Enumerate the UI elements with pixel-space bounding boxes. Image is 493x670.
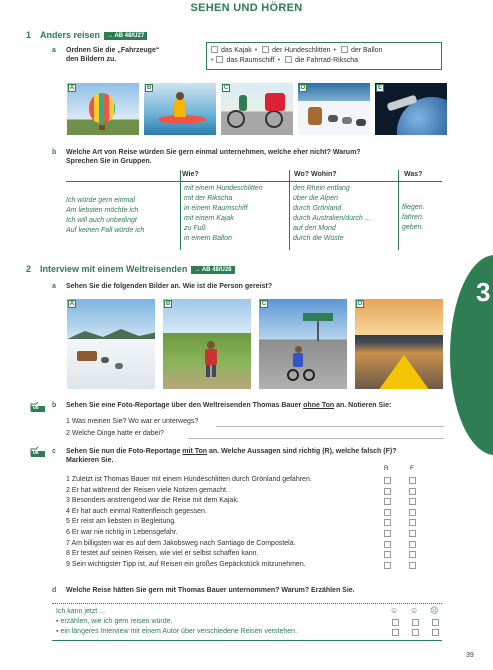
statement-row (66, 528, 446, 539)
f-checkbox[interactable] (409, 541, 416, 548)
section1-number: 1 (26, 30, 32, 40)
col-divider (398, 170, 399, 250)
word-item: das Raumschiff (226, 57, 275, 64)
table-header (66, 170, 442, 182)
statement-row (66, 496, 446, 507)
section1-title (26, 30, 147, 40)
question-text: 2 Welche Dinge hatte er dabei? (66, 430, 164, 437)
r-checkbox[interactable] (384, 488, 391, 495)
col-divider (180, 170, 181, 250)
task1a (52, 46, 159, 64)
starters-list (66, 196, 144, 236)
task2b-text: Sehen Sie eine Foto-Reportage über den Weltreisenden Thomas Bauer (66, 402, 304, 409)
starter-item: Ich würde gern einmal (66, 197, 135, 204)
chapter-number: 3 (476, 277, 491, 307)
task1b (52, 148, 361, 166)
cd-number: 08 (33, 450, 39, 456)
col-wo: Wo? Wohin? (294, 171, 337, 178)
photo-label: B (165, 301, 171, 307)
wie-item: in einem Raumschiff (184, 205, 248, 212)
photo-2c-cyclist (258, 298, 348, 390)
self-check-box[interactable] (412, 619, 419, 626)
statement-text: 3 Besonders anstrengend war die Reise mit dem Kajak. (66, 497, 239, 505)
can-do-title: Ich kann jetzt ... (56, 608, 106, 615)
starter-item: Am liebsten möchte ich (66, 207, 139, 214)
photo-1a-balloon (66, 82, 140, 136)
photo-1b-kayak (143, 82, 217, 136)
statement-row (66, 539, 446, 550)
word-box: das Kajak • der Hundeschlitten • der Ballon • das Raumschiff • die Fahrrad-Rikscha (206, 42, 442, 70)
wie-item: in einem Ballon (184, 235, 232, 242)
section1-heading: Anders reisen (40, 30, 101, 40)
was-item: fahren. (402, 214, 424, 221)
task2c-text-end: an. Welche Aussagen sind richtig (R), welche falsch (F)? (207, 448, 397, 455)
statement-row (66, 549, 446, 560)
r-checkbox[interactable] (384, 530, 391, 537)
wie-list (184, 184, 263, 244)
wo-item: auf den Mond (293, 225, 336, 232)
can-do-item-1: ▪ erzählen, wie ich gern reisen würde. (56, 618, 173, 625)
task1a-letter: a (52, 47, 56, 54)
task2d-text: Welche Reise hätten Sie gern mit Thomas Bauer unternommen? Warum? Erzählen Sie. (66, 587, 355, 594)
wie-item: zu Fuß (184, 225, 206, 232)
task2c-text2: Markieren Sie. (66, 457, 114, 464)
task2c-text: Sehen Sie nun die Foto-Reportage (66, 448, 183, 455)
answer-line[interactable] (188, 438, 444, 439)
answer-line[interactable] (216, 426, 444, 427)
f-checkbox[interactable] (409, 498, 416, 505)
wo-item: durch Australien/durch ... (293, 215, 371, 222)
can-do-text: erzählen, wie ich gern reisen würde. (60, 618, 173, 625)
task2c (52, 447, 397, 465)
wie-item: mit einem Hundeschlitten (184, 185, 263, 192)
photo-label: E (377, 85, 382, 91)
wo-item: durch Grönland (293, 205, 342, 212)
word-item: der Ballon (350, 47, 383, 54)
self-check-box[interactable] (392, 629, 399, 636)
statement-row (66, 475, 446, 486)
word-checkbox[interactable] (211, 46, 218, 53)
word-checkbox[interactable] (285, 56, 292, 63)
task2a-letter: a (52, 283, 56, 290)
wo-item: durch die Wüste (293, 235, 344, 242)
f-checkbox[interactable] (409, 488, 416, 495)
task2b-letter: b (52, 402, 57, 409)
task2d-letter: d (52, 587, 57, 594)
f-header: F (410, 465, 414, 472)
photo-label: B (146, 85, 152, 91)
photo-label: C (223, 85, 229, 91)
section1-ab-ref[interactable]: → AB 48/Ü27 (104, 32, 147, 40)
photo-label: C (261, 301, 267, 307)
wo-item: über die Alpen (293, 195, 338, 202)
col-wie: Wie? (182, 171, 199, 178)
task2b-q2 (66, 429, 444, 441)
statement-row (66, 486, 446, 497)
task2b-q1 (66, 417, 444, 429)
statement-row (66, 507, 446, 518)
wie-item: mit einem Kajak (184, 215, 234, 222)
word-checkbox[interactable] (262, 46, 269, 53)
was-item: fliegen. (402, 204, 425, 211)
task2a-text: Sehen Sie die folgenden Bilder an. Wie ist die Person gereist? (66, 283, 273, 290)
statement-text: 8 Er testet auf seinen Reisen, wie viel er selbst schaffen kann. (66, 550, 259, 558)
f-checkbox[interactable] (409, 530, 416, 537)
statement-row (66, 560, 446, 571)
task2d (52, 586, 355, 595)
task2c-underline: mit Ton (182, 448, 208, 455)
wie-item: mit der Rikscha (184, 195, 233, 202)
word-item: der Hundeschlitten (272, 47, 331, 54)
word-checkbox[interactable] (216, 56, 223, 63)
r-checkbox[interactable] (384, 541, 391, 548)
photo-label: A (69, 301, 75, 307)
task1a-text1: Ordnen Sie die „Fahrzeuge“ (66, 47, 160, 54)
photo-1d-dogsled (297, 82, 371, 136)
section2-number: 2 (26, 264, 32, 274)
photo-label: A (69, 85, 75, 91)
smiley-neutral-icon: ☺ (410, 606, 419, 615)
task1b-text1: Welche Art von Reise würden Sie gern einmal unternehmen, welche eher nicht? Warum? (66, 149, 361, 156)
photo-2b-hiker (162, 298, 252, 390)
f-checkbox[interactable] (409, 509, 416, 516)
task2b-underline: ohne Ton (303, 402, 335, 409)
col-was: Was? (404, 171, 423, 178)
self-check-box[interactable] (412, 629, 419, 636)
starter-item: Auf keinen Fall würde ich (66, 227, 145, 234)
photo-2d-kayak (354, 298, 444, 390)
wo-list (293, 184, 371, 244)
statement-text: 5 Er reist am liebsten in Begleitung. (66, 518, 177, 526)
can-do-item-2: ▪ ein längeres Interview mit einem Autor über verschiedene Reisen verstehen. (56, 628, 298, 635)
question-text: 1 Was meinen Sie? Wo war er unterwegs? (66, 418, 199, 425)
task2a (52, 282, 272, 291)
photo-1e-spaceship (374, 82, 448, 136)
starter-item: Ich will auch unbedingt (66, 217, 137, 224)
can-do-text: ein längeres Interview mit einem Autor über verschiedene Reisen verstehen. (60, 628, 298, 635)
r-checkbox[interactable] (384, 551, 391, 558)
photo-label: D (357, 301, 363, 307)
r-header: R (384, 465, 389, 472)
self-check-box[interactable] (432, 629, 439, 636)
statements-list (66, 475, 446, 570)
r-checkbox[interactable] (384, 498, 391, 505)
statement-text: 2 Er hat während der Reisen viele Notizen gemacht. (66, 486, 228, 494)
r-checkbox[interactable] (384, 519, 391, 526)
page-number: 39 (466, 652, 474, 659)
statement-text: 1 Zuletzt ist Thomas Bauer mit einem Hundeschlitten durch Grönland gefahren. (66, 476, 312, 483)
section2-heading: Interview mit einem Weltreisenden (40, 264, 188, 274)
task1b-letter: b (52, 149, 57, 156)
f-checkbox[interactable] (409, 519, 416, 526)
photo-label: D (300, 85, 306, 91)
task1a-text2: den Bildern zu. (66, 56, 117, 63)
section2-ab-ref[interactable]: → AB 48/Ü28 (191, 266, 234, 274)
r-checkbox[interactable] (384, 562, 391, 569)
r-checkbox[interactable] (384, 509, 391, 516)
task2b (52, 401, 391, 410)
col-divider (289, 170, 290, 250)
f-checkbox[interactable] (409, 551, 416, 558)
task2b-text-end: an. Notieren Sie: (334, 402, 392, 409)
word-checkbox[interactable] (341, 46, 348, 53)
self-check-box[interactable] (432, 619, 439, 626)
statement-text: 4 Er hat auch einmal Rattenfleisch gegessen. (66, 507, 207, 515)
word-item: die Fahrrad-Rikscha (294, 57, 359, 64)
f-checkbox[interactable] (409, 562, 416, 569)
smiley-sad-icon: ☹ (430, 606, 439, 615)
photo-1c-rickshaw (220, 82, 294, 136)
f-checkbox[interactable] (409, 477, 416, 484)
smiley-happy-icon: ☺ (390, 606, 399, 615)
self-check-box[interactable] (392, 619, 399, 626)
statement-text: 6 Er war nie richtig in Lebensgefahr. (66, 528, 178, 536)
statement-row (66, 517, 446, 528)
was-list (402, 203, 425, 233)
section2-title (26, 264, 235, 274)
r-checkbox[interactable] (384, 477, 391, 484)
statement-text: 7 Am billigsten war es auf dem Jakobsweg nach Santiago de Compostela. (66, 539, 296, 547)
photo-2a-dogsled (66, 298, 156, 390)
statement-text: 9 Sein wichtigster Tipp ist, auf Reisen ein großes Gepäckstück mitzunehmen. (66, 560, 306, 568)
page-header: SEHEN UND HÖREN (190, 2, 303, 14)
was-item: gehen. (402, 224, 424, 231)
task2c-letter: c (52, 448, 56, 455)
cd-number: 08 (33, 405, 39, 411)
wo-item: den Rhein entlang (293, 185, 350, 192)
task1b-text2: Sprechen Sie in Gruppen. (66, 158, 152, 165)
word-item: das Kajak (221, 47, 252, 54)
